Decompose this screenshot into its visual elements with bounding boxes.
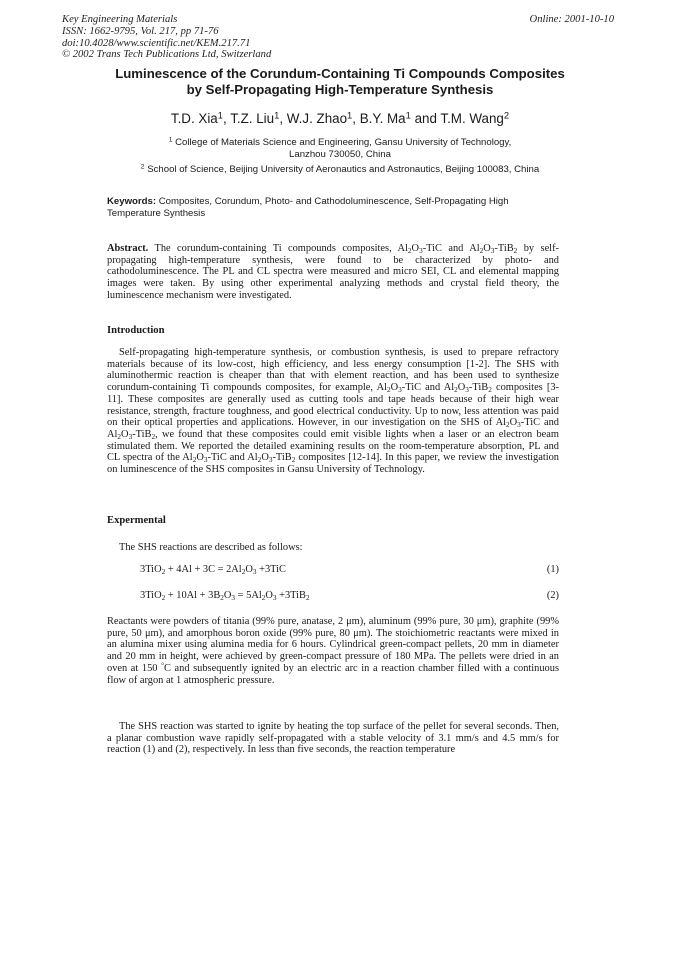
affiliation-2 [60, 164, 620, 176]
subscript: 2 [479, 246, 484, 255]
subscript: 2 [454, 385, 458, 394]
subscript: 2 [192, 456, 197, 465]
text-run: O [245, 564, 253, 575]
degree-mark: ° [161, 661, 164, 670]
heading-introduction: Introduction [107, 325, 165, 336]
subscript: 3 [465, 385, 469, 394]
equation-2 [140, 590, 559, 601]
keywords-label: Keywords: [107, 196, 157, 207]
text-run: -TiC and Al [207, 452, 258, 464]
text-run: -TiB [468, 382, 489, 394]
journal-issn: ISSN: 1662-9795, Vol. 217, pp 71-76 [62, 25, 219, 37]
text-run: , we found that these composites could emit visible lights when a laser or an electron beam stimulated them. We reported the detailed examining results on the room-temperature absorption, PL and CL spectra of the Al [107, 428, 559, 464]
subscript: 2 [241, 567, 246, 576]
subscript: 2 [291, 456, 296, 465]
equation-number: (1) [546, 564, 559, 575]
subscript: 2 [407, 246, 412, 255]
subscript: 3 [419, 246, 423, 255]
introduction-paragraph [107, 347, 559, 476]
author-aff-mark: 1 [274, 110, 280, 121]
author-aff-mark: 2 [503, 110, 510, 121]
subscript: 2 [161, 567, 166, 576]
text-run: Al [251, 590, 262, 601]
subscript: 2 [220, 593, 224, 602]
text-run: O [411, 243, 420, 254]
reactants-paragraph [107, 616, 559, 686]
text-run: The corundum-containing Ti compounds composites, Al [148, 243, 408, 254]
journal-copyright: © 2002 Trans Tech Publications Ltd, Switzerland [62, 49, 272, 61]
affiliation-mark: 2 [140, 163, 145, 171]
text-run: composites [12-14]. In this paper, we review the investigation on luminescence of the SHS composites in Gansu University of Technology. [107, 452, 560, 476]
author-aff-mark: 1 [405, 110, 411, 121]
text-run: TiB [290, 590, 306, 601]
subscript: 3 [490, 246, 495, 255]
text-run: The SHS reaction was started to ignite by heating the top surface of the pellet for several seconds. Then, a planar combustion wave rapidly self-propagated with a stable velocity of 3.1 mm/s and 4.5 mm/s for reaction (1) and (2), respectively. In less than five seconds, the reaction temperature [107, 721, 559, 756]
equation-body [140, 590, 310, 601]
text-run: B [213, 590, 221, 601]
journal-name: Key Engineering Materials [62, 14, 178, 25]
author-name: W.J. Zhao [286, 111, 348, 126]
text-run: TiO [145, 564, 162, 575]
affiliation-line: College of Materials Science and Engineering, Gansu University of Technology, [175, 137, 512, 148]
author-separator: , [279, 111, 287, 126]
subscript: 3 [272, 593, 277, 602]
text-run: 3 [140, 564, 146, 575]
affiliation-line: School of Science, Beijing University of Aeronautics and Astronautics, Beijing 100083, China [147, 164, 540, 175]
text-run: Al [231, 564, 242, 575]
subscript: 3 [252, 567, 257, 576]
subscript: 3 [128, 432, 133, 441]
author-aff-mark: 1 [217, 110, 223, 121]
keywords-text: Composites, Corundum, Photo- and Cathodoluminescence, Self-Propagating High Temperature Synthesis [107, 196, 509, 220]
text-run: + 10Al + 3 [165, 590, 214, 601]
subscript: 3 [231, 593, 236, 602]
subscript: 2 [386, 385, 391, 394]
author-name: T.Z. Liu [230, 111, 275, 126]
affiliation-line: Lanzhou 730050, China [289, 149, 391, 160]
title-line-1: Luminescence of the Corundum-Containing Ti Compounds Composites [115, 66, 565, 81]
text-run: +3 [276, 590, 291, 601]
text-run: O [509, 417, 518, 429]
title-line-2: by Self-Propagating High-Temperature Synthesis [186, 82, 494, 97]
subscript: 2 [513, 246, 518, 255]
subscript: 2 [505, 421, 510, 430]
text-run: O [265, 590, 273, 601]
subscript: 2 [161, 593, 166, 602]
text-run: -TiB [494, 243, 514, 254]
text-run: O [390, 382, 399, 394]
text-run: C and subsequently ignited by an electric arc in a reaction chamber filled with a continuous flow of argon at 1 atmospheric pressure. [107, 662, 559, 686]
text-run: -TiB [132, 428, 152, 440]
subscript: 2 [488, 385, 492, 394]
journal-doi: doi:10.4028/www.scientific.net/KEM.217.71 [62, 37, 251, 49]
author-name: T.D. Xia [170, 111, 218, 126]
text-run: composites [3-11]. These composites are generally used as cutting tools and tape heads because of their high wear resistance, strength, fracture toughness, and good electrical conductivity. Up to now, less attention was paid on their optical properties and applications. However, in our investigation on the SHS of Al [107, 382, 559, 429]
text-run: TiC [270, 564, 286, 575]
subscript: 2 [151, 432, 156, 441]
keywords [107, 196, 559, 221]
text-run: = 5 [235, 590, 252, 601]
subscript: 2 [117, 432, 122, 441]
affiliation-mark: 1 [168, 136, 173, 144]
abstract-label: Abstract. [107, 243, 149, 254]
subscript: 2 [261, 593, 266, 602]
equation-1 [140, 564, 559, 575]
text-run: -TiB [272, 452, 292, 464]
abstract [107, 243, 559, 302]
subscript: 2 [257, 456, 262, 465]
paper-title [60, 66, 620, 98]
heading-experimental: Expermental [107, 515, 166, 526]
online-date: Online: 2001-10-10 [529, 14, 614, 25]
text-run: Reactants were powders of titania (99% pure, anatase, 2 μm), aluminum (99% pure, 30 μm), graphite (99% pure, 50 μm), and amorphous boron oxide (99% pure, 80 μm). The stoichiometric reactants were mixed in an alumina mixer using alumina media for 6 hours. Cylindrical green-compact pellets, 20 mm in diameter and 20 mm in height, were achieved by green-compact pressure of 180 MPa. The pellets were dried in an oven at 150 [107, 616, 559, 674]
text-run: 3 [140, 590, 146, 601]
subscript: 3 [398, 385, 402, 394]
journal-header [62, 14, 271, 61]
subscript: 3 [268, 456, 273, 465]
text-run: Self-propagating high-temperature synthesis, or combustion synthesis, is used to prepare refractory materials because of its low-cost, high efficiency, and less energy consumption [1-2]. The SHS with aluminothermic reaction is cheaper than that with element reaction, and has been used to synthesize corundum-containing Ti compounds composites, for example, Al [107, 347, 559, 394]
subscript: 2 [305, 593, 310, 602]
text-run: by self-propagating high-temperature synthesis, were found to be characterized by photo- and cathodoluminescence. The PL and CL spectra were measured and micro SEI, CL and elemental mapping images were taken. By using other experimental analyzing methods and crystal field theory, the luminescence mechanism were investigated. [107, 243, 559, 301]
text-run: O [483, 243, 491, 254]
author-name: B.Y. Ma [359, 111, 406, 126]
author-conjunction: and [410, 111, 441, 126]
subscript: 3 [203, 456, 208, 465]
author-aff-mark: 1 [347, 110, 353, 121]
text-run: + 4Al + 3C = 2 [165, 564, 232, 575]
shs-reaction-paragraph [107, 721, 559, 756]
affiliation-1 [60, 137, 620, 161]
text-run: -TiC and Al [422, 243, 480, 254]
author-separator: , [352, 111, 360, 126]
equation-number: (2) [546, 590, 559, 601]
text-run: O [121, 428, 129, 440]
text-run: -TiC and Al [401, 382, 455, 394]
reactions-intro: The SHS reactions are described as follows: [119, 542, 303, 553]
text-run: TiO [145, 590, 162, 601]
author-separator: , [222, 111, 231, 126]
equation-body [140, 564, 286, 575]
text-run: O [457, 382, 466, 394]
text-run: -TiC and Al [107, 417, 560, 440]
text-run: O [196, 452, 204, 464]
text-run: O [223, 590, 232, 601]
author-list [60, 111, 620, 126]
text-run: O [261, 452, 269, 464]
author-name: T.M. Wang [440, 111, 504, 126]
subscript: 3 [517, 421, 521, 430]
text-run: +3 [256, 564, 271, 575]
